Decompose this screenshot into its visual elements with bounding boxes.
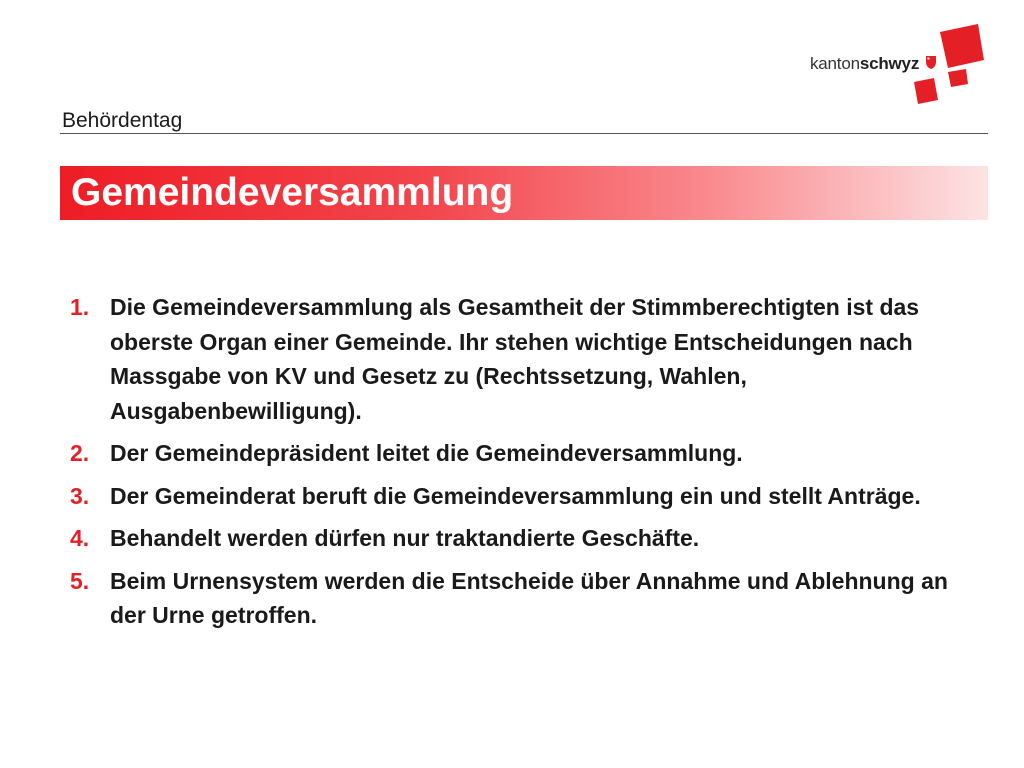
list-item (70, 479, 970, 514)
list-item (70, 290, 970, 428)
section-label: Behördentag (62, 109, 183, 132)
list-item-number: 2. (70, 440, 90, 466)
list-item-text: Beim Urnensystem werden die Entscheide über Annahme und Ablehnung an der Urne getroffen. (110, 567, 948, 628)
logo-squares-icon (908, 22, 992, 108)
list-item-number: 3. (70, 482, 90, 509)
title-bar (60, 166, 988, 220)
list-item-text: Der Gemeinderat beruft die Gemeindeversammlung ein und stellt Anträge. (110, 482, 921, 509)
list-item (70, 564, 970, 633)
numbered-list (70, 290, 970, 641)
header-divider (60, 133, 988, 134)
kanton-schwyz-logo (808, 22, 992, 108)
list-item (70, 521, 970, 556)
logo-wordmark (810, 54, 919, 74)
slide-title: Gemeindeversammlung (71, 171, 514, 214)
list-item-number: 4. (70, 525, 90, 551)
logo-wordmark-part1: kanton (810, 54, 860, 73)
list-item-number: 1. (70, 294, 90, 320)
list-item (70, 436, 970, 471)
list-item-text: Behandelt werden dürfen nur traktandierte Geschäfte. (110, 525, 700, 551)
list-item-text: Der Gemeindepräsident leitet die Gemeindeversammlung. (110, 440, 743, 466)
list-item-text: Die Gemeindeversammlung als Gesamtheit der Stimmberechtigten ist das oberste Organ einer Gemeinde. Ihr stehen wichtige Entscheidungen nach Massgabe von KV und Gesetz zu (Rechtssetzung, Wahlen, Ausgabenbewilligung). (110, 294, 920, 424)
logo-wordmark-part2: schwyz (859, 54, 920, 73)
list-item-number: 5. (70, 567, 90, 594)
